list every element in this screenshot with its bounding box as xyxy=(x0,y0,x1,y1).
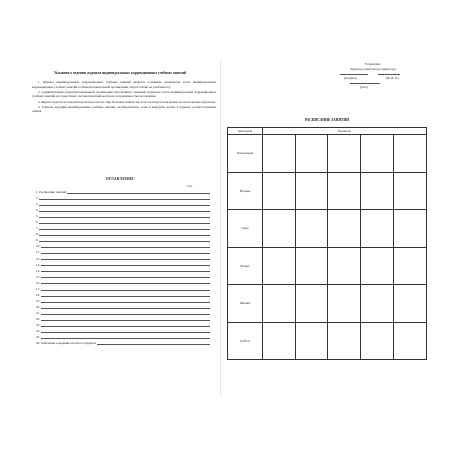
schedule-header-row xyxy=(228,128,427,135)
subject-cell[interactable] xyxy=(263,172,296,210)
day-cell: Суббота xyxy=(228,322,263,360)
schedule-row xyxy=(228,135,427,173)
page-fold xyxy=(220,60,221,396)
subject-cell[interactable] xyxy=(295,210,328,248)
date-line xyxy=(328,81,418,90)
toc-item-label: 22. xyxy=(36,316,40,321)
subject-cell[interactable] xyxy=(328,247,361,285)
subject-cell[interactable] xyxy=(360,210,393,248)
day-cell: Вторник xyxy=(228,172,263,210)
subject-cell[interactable] xyxy=(393,247,426,285)
toc-item-label: 8. xyxy=(36,232,39,237)
toc-page-label: Стр. xyxy=(187,184,193,188)
subject-cell[interactable] xyxy=(360,135,393,173)
subject-cell[interactable] xyxy=(263,135,296,173)
subject-cell[interactable] xyxy=(328,322,361,360)
toc-item-label: 9. xyxy=(36,238,39,243)
subject-cell[interactable] xyxy=(295,285,328,323)
subject-cell[interactable] xyxy=(295,322,328,360)
subject-cell[interactable] xyxy=(393,322,426,360)
col-subjects-header: Предметы xyxy=(263,128,427,135)
instruction-paragraph: 2. Администрация общеобразовательной организации обеспечивает хранение журналов учета индивидуальных коррекционных учебных занятий и осуществляет систематический контроль за правильностью их ведения. xyxy=(32,89,216,99)
subject-cell[interactable] xyxy=(360,247,393,285)
schedule-table xyxy=(227,127,427,360)
schedule-row xyxy=(228,172,427,210)
toc-item-label: 11. xyxy=(36,250,40,255)
toc-title: ОГЛАВЛЕНИЕ xyxy=(105,177,135,181)
subject-cell[interactable] xyxy=(295,172,328,210)
toc-item-label: 3. xyxy=(36,202,39,207)
toc-item-label: 13. xyxy=(36,262,40,267)
instructions-title: Указания о ведении журнала индивидуальных коррекционных учебных занятий xyxy=(53,71,187,75)
subject-cell[interactable] xyxy=(295,247,328,285)
subject-cell[interactable] xyxy=(393,285,426,323)
signature-label: (подпись) xyxy=(344,75,357,80)
left-page xyxy=(22,58,218,398)
subject-cell[interactable] xyxy=(328,172,361,210)
right-page xyxy=(224,58,430,398)
subject-cell[interactable] xyxy=(263,247,296,285)
toc-item-label: 18. xyxy=(36,292,40,297)
day-cell: Пятница xyxy=(228,285,263,323)
subject-cell[interactable] xyxy=(263,285,296,323)
toc-item-label: 24. xyxy=(36,329,40,334)
instructions-text xyxy=(32,80,216,115)
table-of-contents xyxy=(36,189,218,346)
col-day-header: Дни недели xyxy=(228,128,263,135)
subject-cell[interactable] xyxy=(328,210,361,248)
toc-item-label: 19. xyxy=(36,298,40,303)
schedule-title: РАСПИСАНИЕ ЗАНЯТИЙ xyxy=(304,118,350,122)
toc-item-label: 23. xyxy=(36,323,40,328)
schedule-row xyxy=(228,247,427,285)
approval-heading: Утверждаю: xyxy=(364,62,382,66)
toc-item xyxy=(36,340,218,346)
toc-item-label: 17. xyxy=(36,286,40,291)
toc-item-label: 21. xyxy=(36,310,40,315)
approval-block xyxy=(328,62,418,90)
instruction-paragraph: 1. Журнал индивидуальных коррекционных учебных занятий является основным документом учета индивидуальных коррекционных учебных занятий в общеобразовательной организации. Он рассчитан на учебный год. xyxy=(32,80,216,89)
subject-cell[interactable] xyxy=(393,135,426,173)
subject-cell[interactable] xyxy=(328,135,361,173)
subject-cell[interactable] xyxy=(328,285,361,323)
subject-cell[interactable] xyxy=(360,322,393,360)
toc-item-label: 20. xyxy=(36,304,40,309)
toc-item-label: 14. xyxy=(36,268,40,273)
toc-item-label: 25. xyxy=(36,335,40,340)
day-cell: Среда xyxy=(228,210,263,248)
toc-item-label: 12. xyxy=(36,256,40,261)
day-cell: Четверг xyxy=(228,247,263,285)
schedule-row xyxy=(228,210,427,248)
toc-item-label: 26. Замечания о ведении классного журнала xyxy=(36,341,96,346)
toc-item-label: 16. xyxy=(36,280,40,285)
subject-cell[interactable] xyxy=(360,285,393,323)
day-cell: Понедельник xyxy=(228,135,263,173)
schedule-row xyxy=(228,285,427,323)
subject-cell[interactable] xyxy=(360,172,393,210)
name-label: (Ф. И. О.) xyxy=(386,75,399,80)
toc-item-label: 10. xyxy=(36,244,40,249)
toc-item-label: 4. xyxy=(36,208,39,213)
instruction-paragraph: 4. Учитель, ведущий индивидуальные учебные занятия, систематически, четко и аккуратно делает в журнале соответствующие записи. xyxy=(32,104,216,114)
subject-cell[interactable] xyxy=(263,210,296,248)
schedule-row xyxy=(228,322,427,360)
subject-cell[interactable] xyxy=(263,322,296,360)
toc-item-label: 7. xyxy=(36,226,39,231)
toc-item-label: 1. Расписание занятий xyxy=(36,190,67,194)
approval-role: Директор (заместитель директора) xyxy=(350,66,396,71)
instruction-paragraph: 3. Журнал ведется по каждой параллели классов. При большом количестве классов в параллели можно вести несколько журналов. xyxy=(38,99,216,104)
subject-cell[interactable] xyxy=(393,210,426,248)
subject-cell[interactable] xyxy=(393,172,426,210)
date-label: (дата) xyxy=(360,84,368,89)
toc-item-label: 5. xyxy=(36,214,39,219)
toc-item-label: 15. xyxy=(36,274,40,279)
subject-cell[interactable] xyxy=(295,135,328,173)
toc-item-label: 6. xyxy=(36,220,39,225)
signature-line xyxy=(328,72,418,81)
toc-item-label: 2. xyxy=(36,196,39,201)
